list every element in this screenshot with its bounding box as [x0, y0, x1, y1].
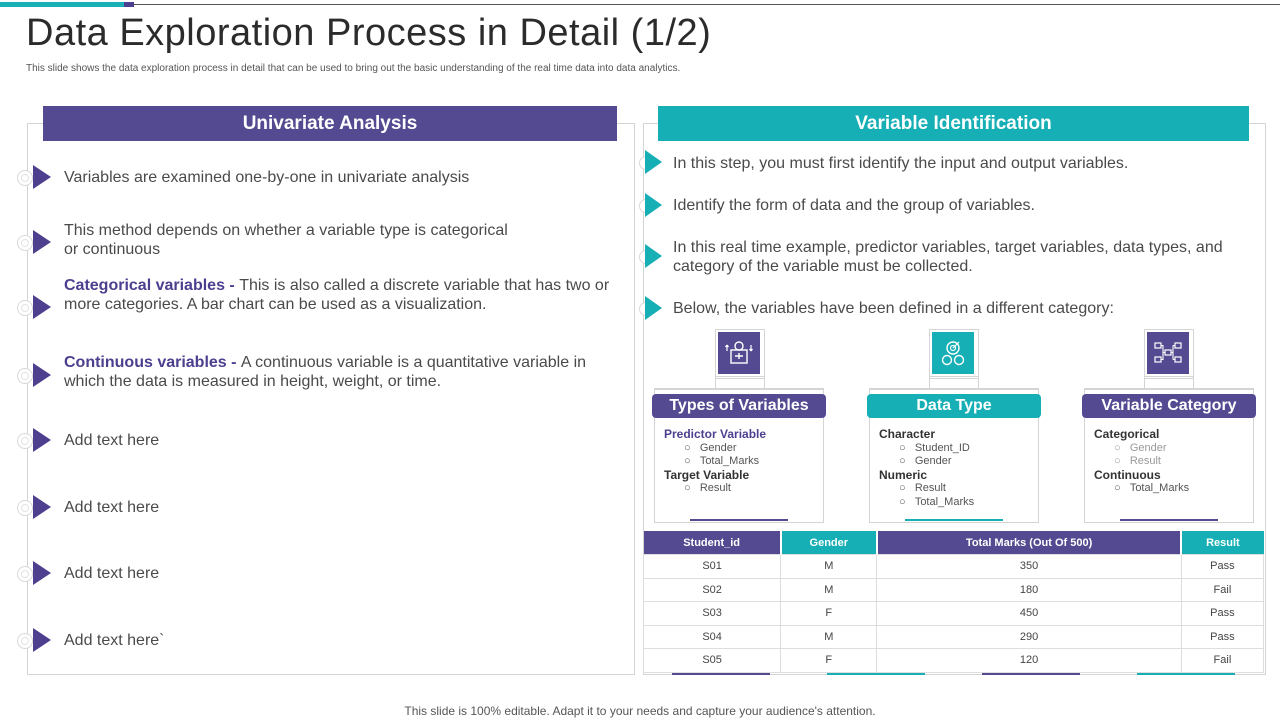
bullet-ring: [17, 170, 33, 186]
table-cell: 290: [877, 625, 1181, 649]
item-text: Add text here: [64, 565, 160, 582]
table-cell: 180: [877, 578, 1181, 602]
card-line-text: Result: [914, 482, 946, 494]
table-cell: F: [781, 649, 877, 673]
card-line: Character: [879, 427, 936, 441]
card-line-text: Result: [699, 482, 731, 494]
item-bold: Continuous variables -: [64, 354, 241, 371]
card-line: ○ Result: [1114, 455, 1161, 467]
table-cell: Fail: [1181, 649, 1263, 673]
card-line-text: Total_Marks: [1129, 482, 1190, 494]
card-line-text: Gender: [914, 455, 952, 467]
column-header: Total Marks (Out Of 500): [877, 531, 1181, 555]
bullet-arrow-icon: [645, 150, 662, 174]
card-underline: [905, 519, 1003, 521]
card-title: Types of Variables: [652, 394, 826, 418]
list-item-text: [64, 431, 619, 450]
bullet-arrow-icon: [33, 428, 51, 452]
card-line: ○ Gender: [684, 441, 737, 454]
bullet-arrow-icon: [33, 165, 51, 189]
table-cell: 120: [877, 649, 1181, 673]
item-bold: Categorical variables -: [64, 277, 240, 294]
table-underline: [1137, 673, 1235, 675]
bullet-ring: [17, 300, 33, 316]
page-subtitle: This slide shows the data exploration process in detail that can be used to bring out the basic understanding of the real time data into data analytics.: [26, 63, 681, 74]
column-header: Result: [1181, 531, 1263, 555]
item-text: This is also called a discrete variable that has two or more categories. A bar chart can be used as a visualization.: [64, 277, 610, 313]
list-item-text: Identify the form of data and the group of variables.: [673, 197, 1035, 214]
list-item-text: [64, 564, 619, 583]
card-title: Variable Category: [1082, 394, 1256, 418]
bullet-ring: [17, 633, 33, 649]
accent-bar-teal: [0, 2, 124, 7]
list-item-text: [64, 353, 619, 391]
table-cell: S01: [644, 555, 781, 579]
list-item-text: In this real time example, predictor variables, target variables, data types, and category of the variable must be collected.: [673, 239, 1223, 275]
bullet-arrow-icon: [33, 495, 51, 519]
bullet-arrow-icon: [33, 363, 51, 387]
table-row: [644, 555, 1264, 579]
table-cell: F: [781, 602, 877, 626]
card-line-text: Gender: [1129, 441, 1167, 454]
table-cell: S04: [644, 625, 781, 649]
bullet-ring: [17, 235, 33, 251]
card-line: Predictor Variable: [664, 427, 767, 441]
card-line: ○ Gender: [899, 455, 952, 467]
card-line-text: Gender: [699, 441, 737, 454]
bullet-ring: [17, 368, 33, 384]
column-header: Gender: [781, 531, 877, 555]
table-row: [644, 649, 1264, 673]
card-line: Target Variable: [664, 467, 750, 482]
card-body: [1094, 428, 1244, 496]
table-cell: S03: [644, 602, 781, 626]
card-line-text: Result: [1129, 455, 1161, 467]
page-title: Data Exploration Process in Detail (1/2): [26, 12, 712, 54]
table-underline: [982, 673, 1080, 675]
card-body: [664, 428, 814, 496]
bullet-arrow-icon: [645, 244, 662, 268]
item-text: Add text here: [64, 499, 160, 516]
card-line-text: Student_ID: [914, 441, 970, 454]
card-line: ○ Result: [684, 482, 731, 494]
item-text: Add text here: [64, 432, 160, 449]
table-cell: Pass: [1181, 555, 1263, 579]
card-line: Continuous: [1094, 467, 1161, 482]
flowchart-icon: [1147, 332, 1189, 374]
bullet-arrow-icon: [33, 295, 51, 319]
table-row: [644, 625, 1264, 649]
univariate-heading: Univariate Analysis: [43, 106, 617, 141]
card-line: ○ Total_Marks: [684, 455, 760, 467]
table-cell: M: [781, 625, 877, 649]
accent-bar-purple: [124, 2, 134, 7]
card-line: ○ Student_ID: [899, 441, 970, 454]
predictor-icon-graphic: [725, 339, 753, 367]
item-text: This method depends on whether a variable type is categorical or continuous: [64, 222, 508, 258]
list-item-text: [64, 221, 514, 259]
target-coins-icon: [932, 332, 974, 374]
target-coins-icon-graphic: [939, 339, 967, 367]
list-item-text: [64, 631, 619, 650]
table-header-row: [644, 531, 1264, 555]
bullet-arrow-icon: [33, 230, 51, 254]
univariate-panel: [27, 123, 635, 675]
list-item-text: [64, 168, 619, 187]
table-row: [644, 578, 1264, 602]
card-line-text: Total_Marks: [914, 495, 975, 508]
column-header: Student_id: [644, 531, 781, 555]
table-cell: 450: [877, 602, 1181, 626]
card-line-text: Total_Marks: [699, 455, 760, 467]
bullet-ring: [17, 500, 33, 516]
bullet-ring: [17, 433, 33, 449]
table-cell: M: [781, 578, 877, 602]
item-text: Variables are examined one-by-one in univariate analysis: [64, 169, 470, 186]
table-underline: [827, 673, 925, 675]
predictor-icon: [718, 332, 760, 374]
card-line: Categorical: [1094, 427, 1160, 441]
list-item-text: [64, 498, 619, 517]
table-cell: S05: [644, 649, 781, 673]
item-text: Add text here`: [64, 632, 165, 649]
card-line: ○ Total_Marks: [1114, 482, 1190, 494]
card-title: Data Type: [867, 394, 1041, 418]
table-cell: Fail: [1181, 578, 1263, 602]
flowchart-icon-graphic: [1153, 339, 1183, 367]
list-item-text: [64, 276, 619, 314]
card-line: Numeric: [879, 467, 928, 482]
list-item-text: In this step, you must first identify the input and output variables.: [673, 155, 1129, 172]
card-line: ○ Result: [899, 482, 946, 494]
card-body: [879, 428, 1029, 509]
bullet-arrow-icon: [645, 296, 662, 320]
top-rule: [134, 4, 1280, 5]
footer-note: This slide is 100% editable. Adapt it to your needs and capture your audience's attention.: [404, 704, 876, 718]
table-underline: [672, 673, 770, 675]
variable-identification-heading: Variable Identification: [658, 106, 1249, 141]
item-text: A continuous variable is a quantitative variable in which the data is measured in height, weight, or time.: [64, 354, 587, 390]
bullet-arrow-icon: [645, 193, 662, 217]
table-cell: Pass: [1181, 602, 1263, 626]
bullet-ring: [17, 566, 33, 582]
table-cell: Pass: [1181, 625, 1263, 649]
card-underline: [690, 519, 788, 521]
list-item-text: Below, the variables have been defined in a different category:: [673, 300, 1114, 317]
student-data-table: [643, 531, 1264, 673]
card-line: ○ Total_Marks: [899, 495, 975, 508]
table-cell: M: [781, 555, 877, 579]
bullet-arrow-icon: [33, 561, 51, 585]
card-underline: [1120, 519, 1218, 521]
bullet-arrow-icon: [33, 628, 51, 652]
table-cell: 350: [877, 555, 1181, 579]
table-row: [644, 602, 1264, 626]
table-cell: S02: [644, 578, 781, 602]
card-line: ○ Gender: [1114, 441, 1167, 454]
